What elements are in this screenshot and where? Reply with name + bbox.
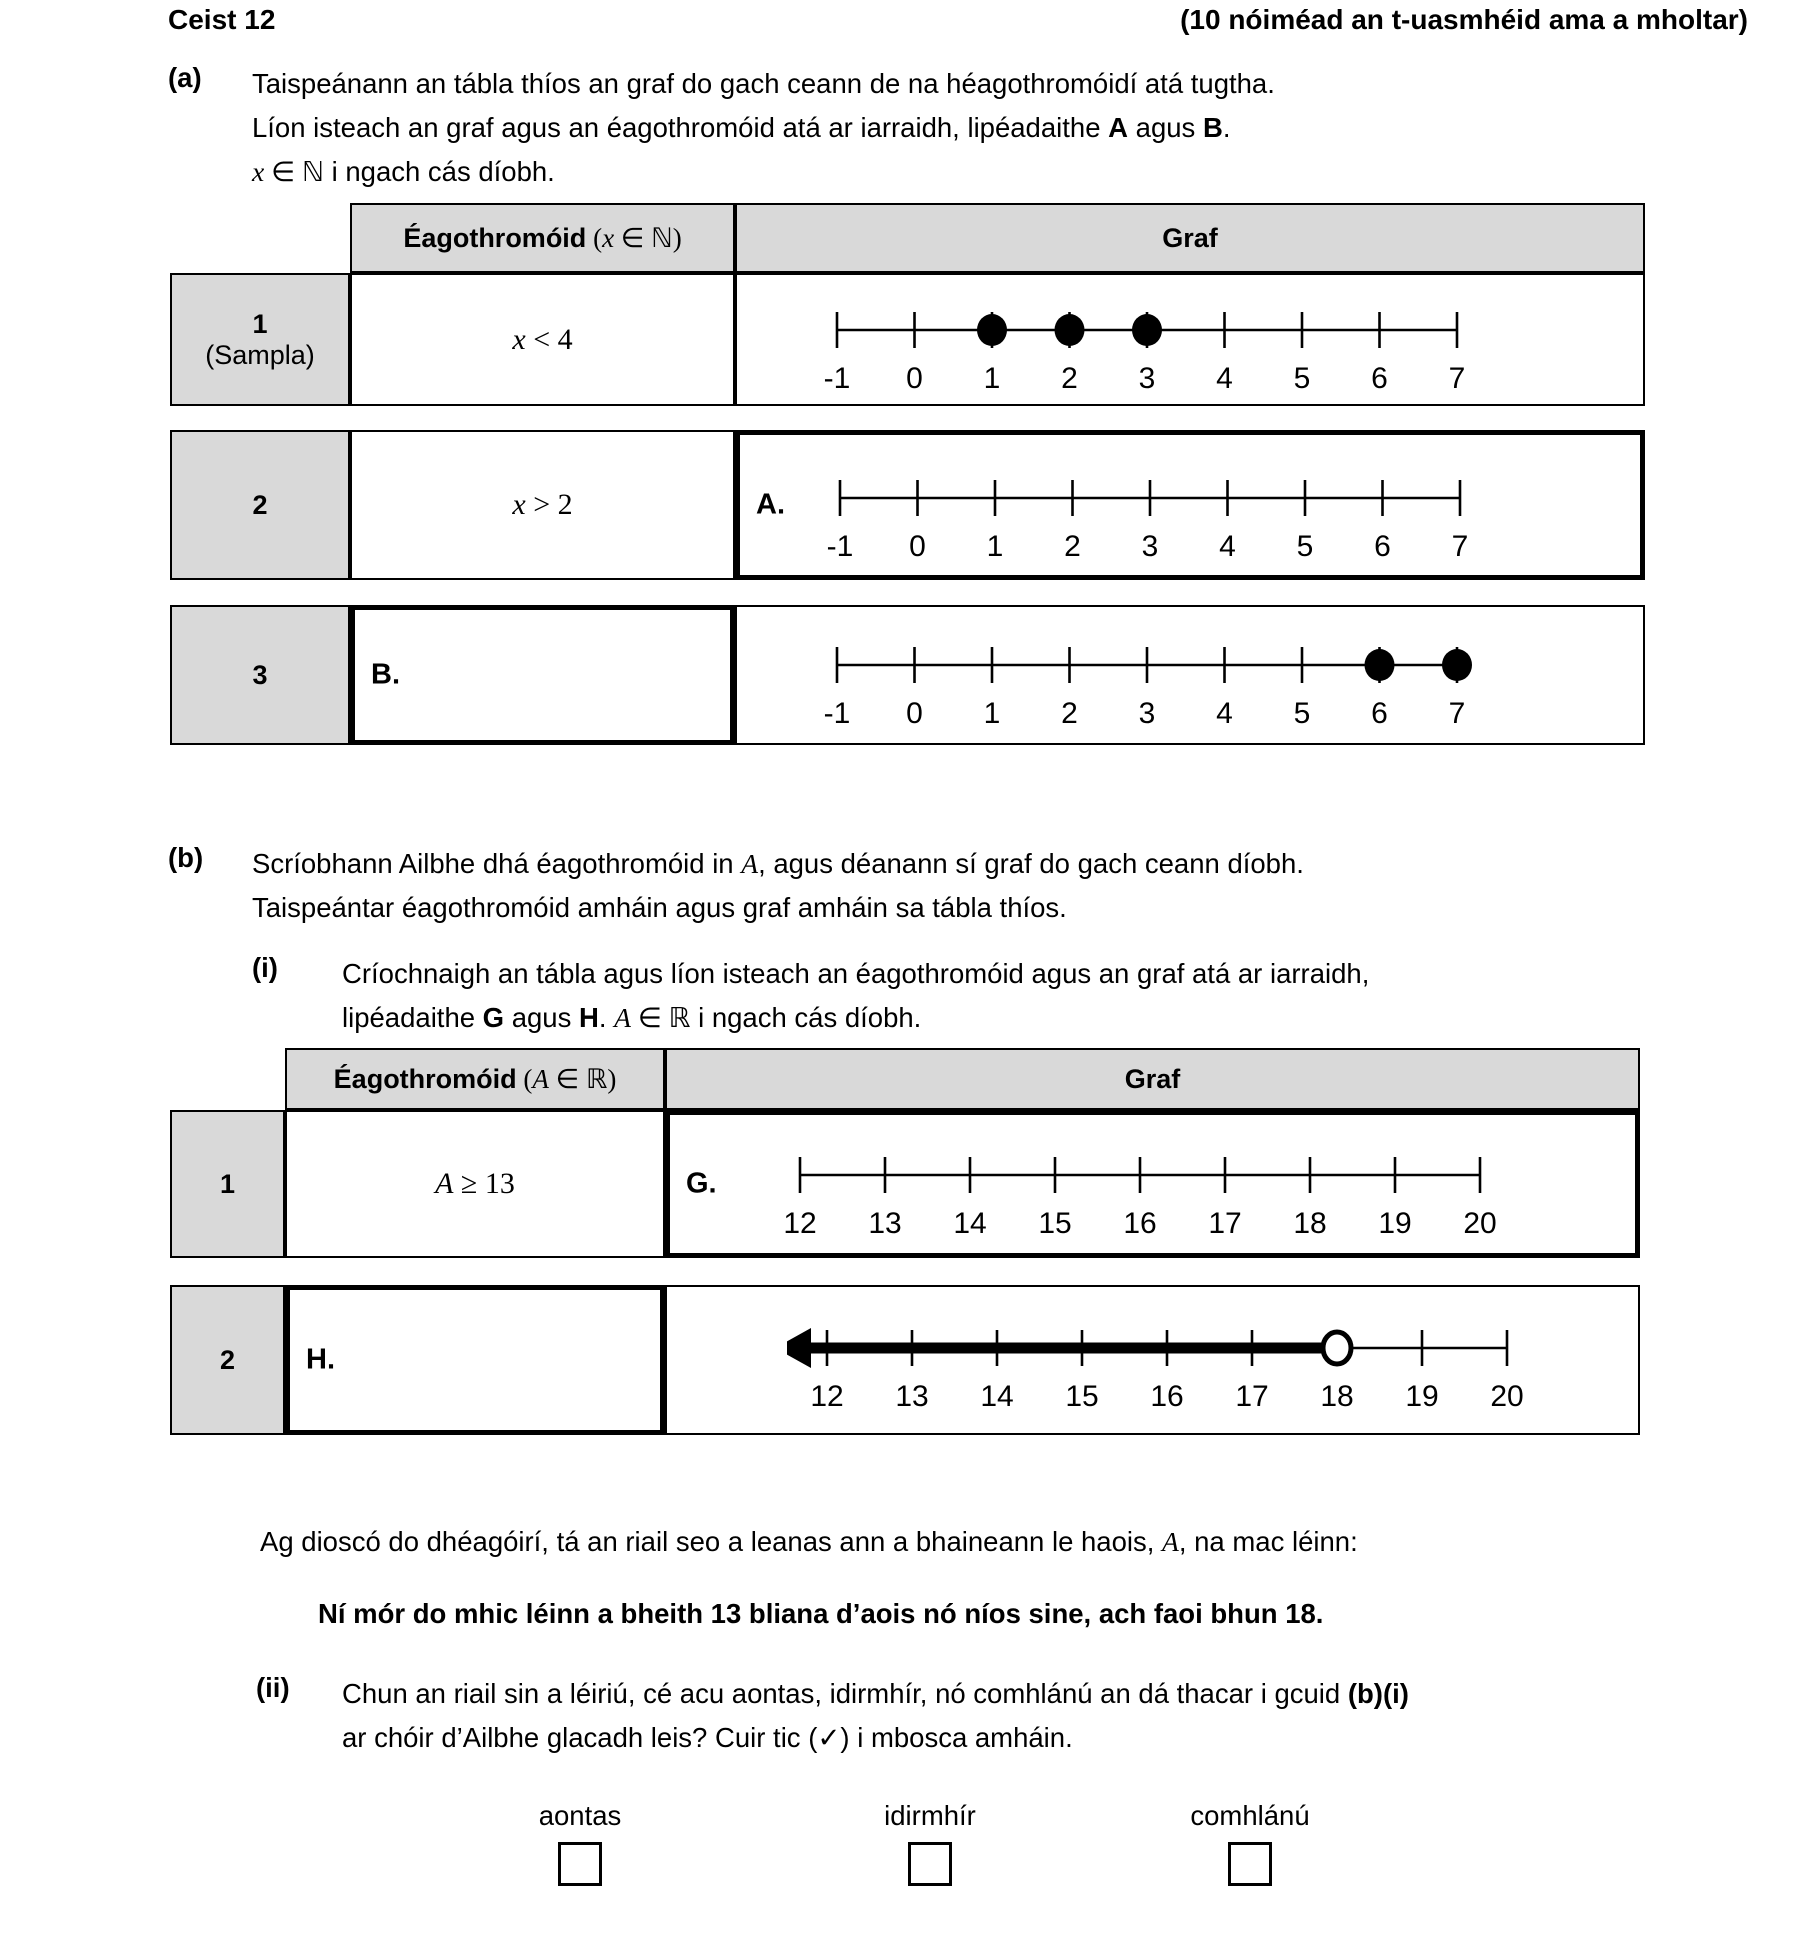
part-a-line3 [252,150,1752,194]
table-b-row-graph[interactable] [665,1110,1640,1258]
table-a-row-inequality[interactable] [350,605,735,745]
number-line [797,292,1497,402]
tick-label: 17 [1235,1380,1269,1413]
question-number: Ceist 12 [168,4,276,35]
part-a-line2-post: . [1222,112,1231,143]
tick-label: 1 [983,697,1001,730]
table-b-header-graph-text: Graf [1124,1063,1181,1094]
filled-point [1442,649,1472,681]
part-b-line1 [252,842,1772,886]
part-b-line2: Taispeántar éagothromóid amháin agus graf amháin sa tábla thíos. [252,892,1067,923]
filled-point [1055,314,1085,346]
part-a-line2 [252,106,1752,150]
number-line [760,1137,1520,1252]
tick-label: 6 [1374,530,1391,563]
table-a-row-graph [735,273,1645,406]
number-line-container [797,292,1497,409]
rule-intro-post: , na mac léinn: [1178,1526,1358,1557]
tick-label: 1 [983,361,1001,395]
inequality-expression: A ≥ 13 [435,1167,515,1200]
filled-point [1132,314,1162,346]
checkbox-comhlánú[interactable] [1228,1842,1272,1886]
filled-point [977,314,1007,346]
tick-label: 15 [1065,1380,1099,1413]
tick-label: 20 [1463,1207,1497,1240]
tick-label: 0 [909,530,926,563]
table-a-header-ineq-text: Éagothromóid (x ∈ ℕ) [403,222,682,253]
var-A: A [741,848,759,879]
table-a-row-inequality [350,430,735,580]
tick-label: 18 [1293,1207,1327,1240]
tick-label: 3 [1141,530,1159,563]
part-b-i-line1: Críochnaigh an tábla agus líon isteach an éagothromóid agus an graf atá ar iarraidh, [342,958,1370,989]
checkbox-option-idirmhír [830,1800,1030,1886]
table-b-row-index [170,1285,285,1435]
part-b-line1-pre: Scríobhann Ailbhe dhá éagothromóid in [252,848,742,879]
table-a-header-graph [735,203,1645,273]
number-line [800,460,1500,570]
tick-label: 12 [783,1207,817,1240]
table-b-header-graph [665,1048,1640,1110]
tick-label: 19 [1378,1207,1412,1240]
tick-label: 0 [906,697,923,730]
checkbox-idirmhír[interactable] [908,1842,952,1886]
table-a-row-index [170,273,350,406]
time-note: (10 nóiméad an t-uasmhéid ama a mholtar) [1180,4,1748,35]
tick-label: 17 [1208,1207,1242,1240]
number-line-container [787,1310,1547,1432]
tick-label: 6 [1371,361,1388,395]
part-a-line3-rest: i ngach cás díobh. [323,156,555,187]
table-a-row-index [170,605,350,745]
tick-label: -1 [823,697,851,730]
checkbox-aontas[interactable] [558,1842,602,1886]
tick-label: 6 [1371,697,1388,730]
part-a-label: (a) [168,62,202,93]
rule-statement: Ní mór do mhic léinn a bheith 13 bliana d’aois nó níos sine, ach faoi bhun 18. [318,1598,1324,1629]
part-b-label: (b) [168,842,204,873]
number-line-container [760,1137,1520,1259]
tick-label: 2 [1061,697,1078,730]
table-a-header-inequality [350,203,735,273]
part-a-line2-pre: Líon isteach an graf agus an éagothromóid atá ar iarraidh, lipéadaithe [252,112,1109,143]
row-number: 3 [252,659,268,690]
table-b-header-inequality [285,1048,665,1110]
table-a-row-graph [735,605,1645,745]
open-point [1323,1332,1351,1364]
tick-label: 13 [895,1380,929,1413]
table-a-row-graph[interactable] [735,430,1645,580]
part-a-line1: Taispeánann an tábla thíos an graf do gach ceann de na héagothromóidí atá tugtha. [252,68,1275,99]
set-N: ℕ [301,156,324,187]
rule-intro [260,1520,1760,1564]
var-A2: A [614,1002,631,1033]
checkbox-label: comhlánú [1190,1800,1310,1831]
table-b-header-ineq-text: Éagothromóid (A ∈ ℝ) [333,1063,617,1094]
checkbox-label: idirmhír [884,1800,976,1831]
part-b-ii-line2: ar chóir d’Ailbhe glacadh leis? Cuir tic (✓) i mbosca amháin. [342,1722,1073,1753]
checkbox-option-comhlánú [1150,1800,1350,1886]
table-b-row-graph [665,1285,1640,1435]
row-number: 1 [219,1168,236,1199]
table-a-header-graph-text: Graf [1162,222,1218,253]
part-a-line2-mid: agus [1128,112,1203,143]
part-b-ii-line1-pre: Chun an riail sin a léiriú, cé acu aontas, idirmhír, nó comhlánú an dá thacar i gcuid [342,1678,1348,1709]
table-b-row-inequality [285,1110,665,1258]
part-b-i-line2-mid: agus [504,1002,579,1033]
tick-label: 7 [1451,530,1469,563]
tick-label: 4 [1216,361,1233,395]
elem-symbol: ∈ [264,156,302,187]
label-A-ref: A [1108,112,1129,143]
tick-label: 15 [1038,1207,1072,1240]
tick-label: 5 [1293,361,1311,395]
table-a-row-index [170,430,350,580]
inequality-expression: x > 2 [512,488,573,521]
tick-label: 2 [1064,530,1081,563]
part-b-ii-line1 [342,1672,1782,1716]
part-b-i-line2-post: . [598,1002,615,1033]
set-R: ℝ [668,1002,691,1033]
part-b-ii-label: (ii) [256,1672,290,1703]
part-b-i-line2-pre: lipéadaithe [342,1002,483,1033]
filled-point [1365,649,1395,681]
tick-label: 7 [1448,697,1466,730]
tick-label: -1 [823,361,851,395]
tick-label: 19 [1405,1380,1439,1413]
tick-label: 4 [1216,697,1233,730]
tick-label: 16 [1150,1380,1184,1413]
tick-label: 7 [1448,361,1466,395]
tick-label: 4 [1219,530,1236,563]
tick-label: 2 [1061,361,1078,395]
row-number: 2 [219,1344,236,1375]
answer-label-H: H. [306,1343,335,1376]
tick-label: 3 [1138,697,1156,730]
tick-label: -1 [826,530,854,563]
part-b-i-line2-rest: i ngach cás díobh. [690,1002,922,1033]
tick-label: 5 [1296,530,1314,563]
tick-label: 14 [980,1380,1014,1413]
part-b-line1-post: , agus déanann sí graf do gach ceann díobh. [758,848,1304,879]
answer-label-B: B. [371,658,400,691]
tick-label: 3 [1138,361,1156,395]
answer-label-A: A. [756,488,785,521]
tick-label: 16 [1123,1207,1157,1240]
tick-label: 1 [986,530,1004,563]
var-x: x [252,156,265,187]
label-B-ref: B [1202,112,1223,143]
arrow-head-left [787,1328,811,1368]
table-a-row-inequality [350,273,735,406]
tick-label: 20 [1490,1380,1524,1413]
row-sample-note: (Sampla) [205,339,315,370]
answer-label-G: G. [686,1167,717,1200]
checkbox-label: aontas [538,1800,622,1831]
table-b-row-inequality[interactable] [285,1285,665,1435]
part-b-i-line2 [342,996,1772,1040]
tick-label: 5 [1293,697,1311,730]
number-line-container [800,460,1500,577]
tick-label: 14 [953,1207,987,1240]
label-G-ref: G [482,1002,505,1033]
ref-b-i: (b)(i) [1347,1678,1409,1709]
tick-label: 12 [810,1380,844,1413]
row-number: 1 [252,308,268,339]
number-line [787,1310,1547,1425]
rule-intro-pre: Ag dioscó do dhéagóirí, tá an riail seo a leanas ann a bhaineann le haois, [260,1526,1163,1557]
label-H-ref: H [578,1002,599,1033]
table-b-row-index [170,1110,285,1258]
var-A3: A [1162,1526,1179,1557]
page-header [168,4,1748,36]
row-number: 2 [252,489,268,520]
number-line [797,627,1497,737]
inequality-expression: x < 4 [512,322,573,356]
part-b-i-label: (i) [252,952,278,983]
checkbox-option-aontas [480,1800,680,1886]
tick-label: 18 [1320,1380,1354,1413]
tick-label: 13 [868,1207,902,1240]
number-line-container [797,627,1497,744]
tick-label: 0 [906,361,923,395]
elem-symbol-2: ∈ [630,1002,669,1033]
